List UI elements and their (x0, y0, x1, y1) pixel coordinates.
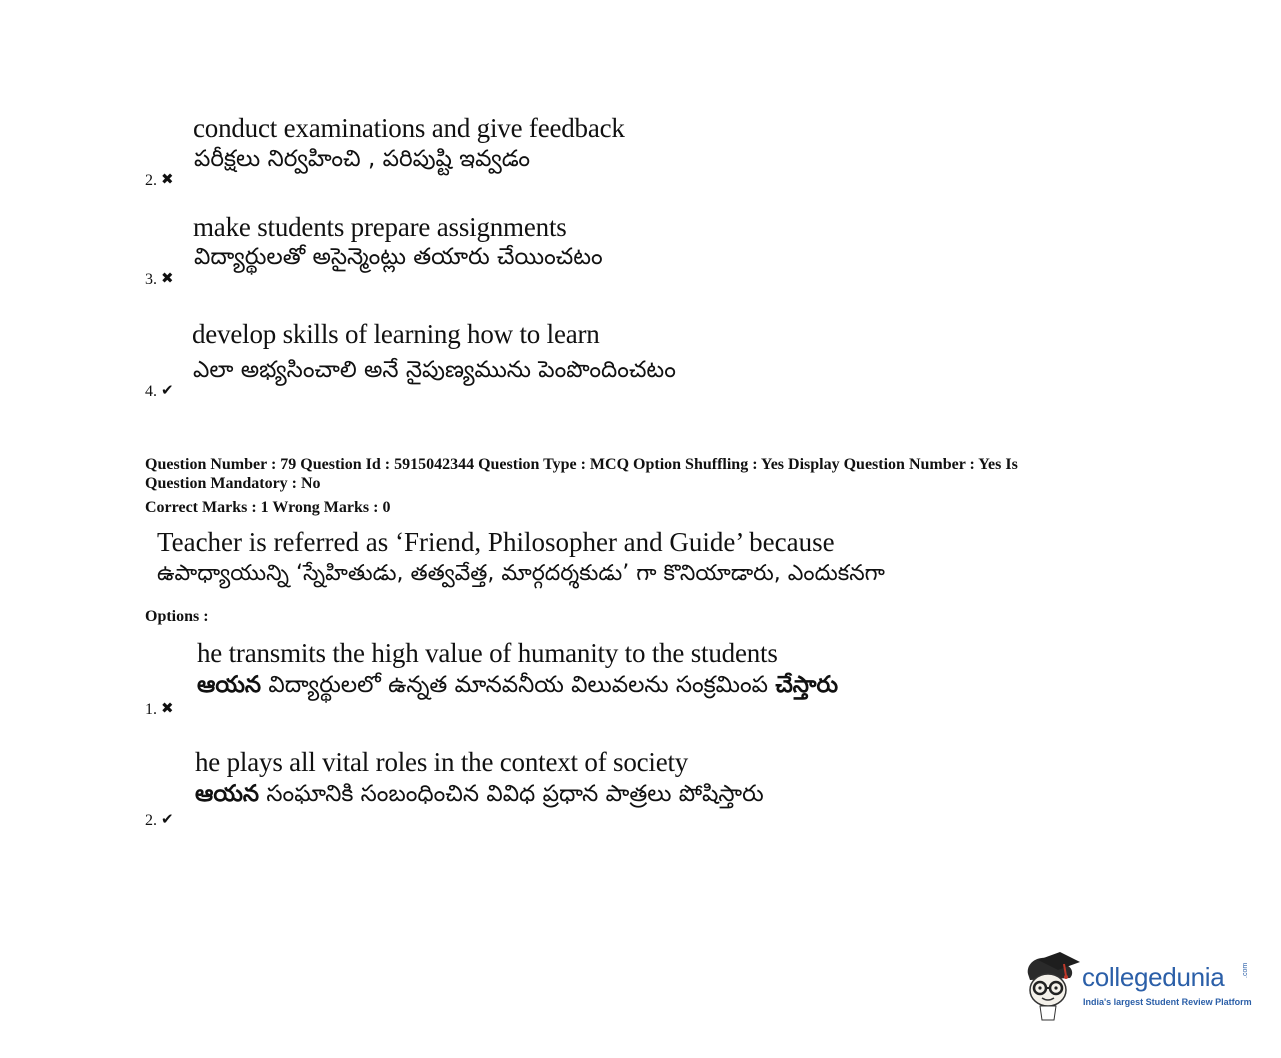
brand-tagline: India's largest Student Review Platform (1083, 997, 1252, 1007)
question-marks: Correct Marks : 1 Wrong Marks : 0 (145, 499, 391, 516)
question-text-telugu: ఉపాధ్యాయున్ని ‘స్నేహితుడు, తత్వవేత్త, మార్గదర్శకుడు’ గా కొనియాడారు, ఎందుకనగా (157, 561, 885, 586)
correct-check-icon: ✔ (161, 812, 174, 828)
prev-option-3-english: make students prepare assignments (193, 212, 567, 242)
collegedunia-logo (1020, 950, 1260, 1025)
prev-option-2-number: 2. (145, 172, 157, 189)
graduate-mascot-icon (1020, 950, 1082, 1025)
prev-option-2-number-row (145, 170, 174, 190)
prev-option-3-telugu: విద్యార్థులతో అసైన్మెంట్లు తయారు చేయించటం (194, 244, 603, 270)
option-1-telugu-bold-end: చేస్తారు (775, 672, 839, 698)
prev-option-3-number: 3. (145, 271, 157, 288)
prev-option-4-number: 4. (145, 383, 157, 400)
prev-option-4-telugu: ఎలా అభ్యసించాలి అనే నైపుణ్యమును పెంపొందించటం (193, 357, 676, 383)
wrong-mark-icon: ✖ (161, 271, 174, 287)
option-1-telugu (197, 672, 838, 704)
option-2-telugu-bold-start: ఆయన (195, 781, 260, 807)
option-1-telugu-middle: విద్యార్థులలో ఉన్నత మానవనీయ విలువలను సంక్రమింప (261, 672, 776, 698)
option-2-telugu-middle: సంఘానికి సంబంధించిన వివిధ ప్రధాన పాత్రలు పోషిస్తారు (259, 781, 764, 807)
option-2-number: 2. (145, 812, 157, 829)
question-text-english: Teacher is referred as ‘Friend, Philosopher and Guide’ because (157, 527, 835, 557)
prev-option-2-english: conduct examinations and give feedback (193, 113, 625, 143)
option-2-telugu (195, 781, 764, 813)
option-1-english: he transmits the high value of humanity to the students (197, 638, 778, 668)
prev-option-4-number-row (145, 381, 174, 401)
option-1-number: 1. (145, 701, 157, 718)
wrong-mark-icon: ✖ (161, 701, 174, 717)
option-1-telugu-bold-start: ఆయన (197, 672, 262, 698)
options-label: Options : (145, 608, 209, 625)
option-2-number-row (145, 810, 174, 830)
prev-option-3-number-row (145, 269, 174, 289)
brand-domain-suffix: .com (1242, 962, 1249, 978)
question-meta-line-1: Question Number : 79 Question Id : 5915042344 Question Type : MCQ Option Shuffling : Yes Display Question Number : Yes Is (145, 456, 1018, 473)
option-1-number-row (145, 699, 174, 719)
question-meta-line-2: Question Mandatory : No (145, 475, 321, 492)
prev-option-2-telugu: పరీక్షలు నిర్వహించి , పరిపుష్టి ఇవ్వడం (194, 146, 531, 172)
correct-check-icon: ✔ (161, 383, 174, 399)
brand-name: collegedunia (1082, 962, 1225, 992)
option-2-english: he plays all vital roles in the context of society (195, 747, 689, 777)
prev-option-4-english: develop skills of learning how to learn (192, 319, 600, 349)
wrong-mark-icon: ✖ (161, 172, 174, 188)
